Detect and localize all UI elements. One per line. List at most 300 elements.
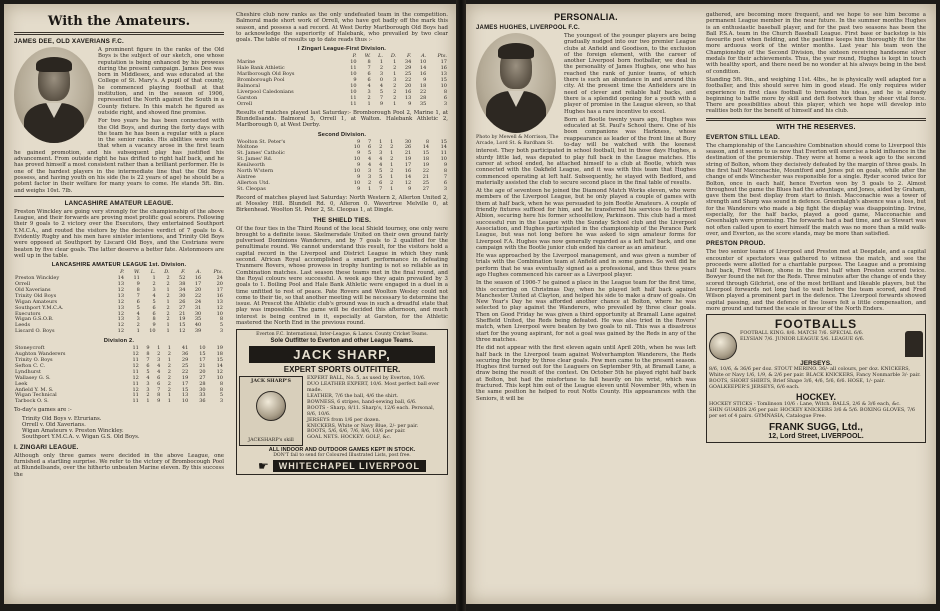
- advert-tagline: EXPERT SPORTS OUTFITTER.: [283, 365, 401, 375]
- table-cell: 1: [166, 322, 170, 329]
- table-cell: Balmoral: [237, 83, 260, 90]
- advert-line: DON'T fail to send for Coloured Illustrated Lists, post free.: [273, 453, 411, 459]
- left-page: [4, 4, 456, 604]
- table-cell: 13: [117, 316, 125, 323]
- table-cell: 1: [152, 275, 156, 282]
- table-cell: 9: [146, 345, 150, 352]
- second-division-table: [236, 140, 448, 193]
- table-cell: 12: [179, 328, 186, 335]
- table-cell: 8: [443, 168, 447, 175]
- profile-paragraph: For two years he has been connected with the Old Boys, and during the forty days with the team he has been a regular with a place in the senior ranks. His abilities were such that when a vacancy arose in the first team he gained promotion, and his subsequent play has justified his advancement. From outside right he has drifted to right half back, and he has proved himself a most consistent rather than a brilliant performer. He is one of the hardest players in the intermediate line that the Old Boys possess, and having youth on his side (he is 22 years of age) he should be a potent factor in their welfare for many years to come. He stands 5ft. 8in. and weighs 10st. 7lb.: [14, 118, 224, 194]
- table-cell: 6: [379, 179, 383, 186]
- table-cell: 2: [393, 88, 397, 95]
- table-cell: Trinity O. Boys: [15, 356, 53, 363]
- table-cell: 10: [440, 83, 447, 90]
- table-cell: 29: [181, 356, 189, 363]
- table-cell: 3: [136, 316, 140, 323]
- table-cell: 1: [368, 185, 372, 192]
- table-cell: Trinity Old Boys: [15, 292, 57, 299]
- advert-item: LEATHER, 7/6 the ball, 4/6 the shirt.: [307, 393, 399, 400]
- table-cell: Allerton Utd.: [237, 179, 271, 186]
- table-cell: 10: [353, 168, 361, 175]
- table-cell: 21: [422, 173, 430, 180]
- table-cell: 10: [350, 59, 357, 66]
- table-cell: 1: [393, 100, 397, 107]
- fixtures-heading: To-day's games are :-: [14, 407, 72, 414]
- advert-item: EXPERT BALL, No. 5, as used by Everton, 10/6.: [307, 375, 426, 382]
- table-cell: 2: [166, 292, 170, 299]
- section-heading: WITH THE RESERVES.: [776, 123, 856, 131]
- logo-text: JACK SHARP'S: [251, 378, 291, 385]
- table-cell: 19: [404, 156, 412, 163]
- table-cell: 4: [368, 156, 372, 163]
- league-table-div2: [14, 346, 224, 405]
- table-cell: 10: [350, 71, 357, 78]
- table-cell: 3: [146, 386, 150, 393]
- table-cell: 4: [136, 310, 140, 317]
- table-cell: 11: [133, 275, 140, 282]
- table-cell: 1: [166, 328, 170, 335]
- table-cell: 16: [419, 71, 427, 78]
- table-cell: 9: [136, 281, 140, 288]
- table-cell: 1: [136, 328, 140, 335]
- table-cell: 7: [157, 386, 161, 393]
- table-cell: 7: [136, 292, 140, 299]
- table-cell: 4: [157, 368, 161, 375]
- table-cell: 1: [167, 398, 171, 405]
- table-cell: 5: [219, 392, 223, 399]
- advert-subtitle: JERSEYS.: [800, 360, 832, 368]
- table-cell: 12: [117, 328, 125, 335]
- section-heading: THE SHIELD TIES.: [312, 216, 372, 224]
- table-cell: 2: [167, 368, 171, 375]
- advert-item: JERSEYS from 1/6 per dozen.: [307, 416, 381, 423]
- table-cell: 9: [356, 162, 361, 169]
- table-cell: Garston: [237, 94, 258, 101]
- table-header-cell: D.: [390, 53, 397, 60]
- table-cell: 34: [179, 286, 186, 293]
- advert-address: 12, Lord Street, LIVERPOOL.: [768, 432, 864, 440]
- page-title: With the Amateurs.: [47, 14, 191, 29]
- profile-paragraph: In the season of 1906-7 he gained a place in the League team for the first time, this occurring on Christmas Day, when he played left half back against Manchester United at Clayton, and helped his side to make a draw of goals. On New Year's Day he was afforded another chance at Bolton, where he was selected to play against the Wanderers, who prevailed by three clear goals. Then on Good Friday he was given a third opportunity at Bramall Lane against Sheffield United, the Reds being defeated. He was also tried in the Rovers' match, when Liverpool were beaten by two goals to nil. This was a disastrous start for the young aspirant, for not a goal was gained by the Reds in any of the three matches.: [476, 280, 696, 343]
- fixture-item: Wigan Amateurs v. Preston Winckley.: [22, 428, 124, 435]
- table-cell: 19: [181, 374, 189, 381]
- table-cell: 14: [404, 173, 412, 180]
- advert-line: ALL INDOOR AND OUTDOOR GAMES KEPT IN STOCK.: [268, 447, 416, 454]
- table-cell: 7: [379, 94, 384, 101]
- table-cell: Wigan Technical: [15, 392, 57, 399]
- table-cell: 11: [440, 150, 447, 157]
- lancs-paragraph: Preston Winckley are going very strongly for the championship of the above League, and their forwards are proving most prolific goal scorers. Following their 9 goals to 2 victory over the Executors, they entertained Southport Y.M.C.A., and routed the visitors by the decisive verdict of 7 goals to 4. Evidently Rugby and his men have sinister intentions, and Trinity Old Boys were opposed at Southport by Liscard Old Boys, and the Cestrians were beaten by five clear goals. The latter deserve a better fate. Alstonmoors are well up in the table.: [14, 208, 224, 259]
- table-cell: 6: [368, 144, 372, 151]
- table-cell: 13: [440, 71, 447, 78]
- table-cell: 7: [443, 173, 447, 180]
- advert-line: Sole Outfitter to Everton and other League Teams.: [270, 338, 414, 345]
- table-cell: 6: [152, 304, 156, 311]
- table-cell: 26: [179, 298, 186, 305]
- table-cell: 19: [422, 162, 430, 169]
- table-cell: 1: [166, 298, 170, 305]
- table-cell: 12: [132, 374, 139, 381]
- page-gutter: [456, 0, 466, 611]
- table-header-cell: W.: [133, 269, 140, 276]
- table-cell: Lyndhurst: [15, 368, 41, 375]
- shield-paragraph: Of the four ties in the Third Round of the local Shield tourney, one only were brought to a definite issue. Skelmersdale United on their own ground fairly pulverised Dominions Wanderers, and by 7 goals to 2 qualified for the penultimate round. We cannot understand this result, for the visitors hold a capital record in the Liverpool and District League in which they rank second. African Royal accomplished a smart performance in defeating Tranmere Rovers, whose prowess in trophy hunting is not so reliable as in Combination matches. Last season these teams met in the final round, and the Royal colours were successful. A week ago they again prevailed by 3 goals to 1. Boiling Pool and Hale Bank Athletic were engaged in a duel in a time unfitted to rest of peace. Pate Rovers and Woolton Wesley could not come to their tie, so that another meeting will be necessary to determine the issue. At Prescot the Athletic club's ground was in such a dreadful state that play was impossible. The game will be decided this afternoon, and much interest is being centred in it, especially at Garston, for the Athletic mastered the North End in the previous round.: [236, 225, 448, 327]
- table-cell: 24: [216, 275, 223, 282]
- table-cell: 2: [152, 281, 156, 288]
- profile-paragraph-cont: gathered, are becoming more frequent, and we hope to see him become a permanent League member in the near future. In the summer months Hughes is an enthusiastic baseball player, and for the past two seasons has been the Ball P.S.A. team in the Church Baseball League. First base or backstop is his favourite post when fielding, and the pastime keeps him thoroughly fit for the more arduous work of the winter months. Last year his team won the Championship of the Second Division, the sixteen receiving handsome silver medals for their achievements. Thus, the year round, Hughes is kept in touch with healthy sport, and there need be no wonder at his always being in the best of condition.: [706, 12, 926, 75]
- table-row: [236, 102, 448, 108]
- table-cell: 20: [199, 368, 206, 375]
- table-cell: 39: [194, 328, 202, 335]
- table-cell: 22: [422, 168, 430, 175]
- table-cell: 25: [181, 362, 189, 369]
- right-column-2: [706, 12, 926, 443]
- table-cell: 3: [443, 185, 447, 192]
- table-cell: 9: [356, 185, 361, 192]
- table-cell: Preston Winckley: [15, 275, 60, 282]
- table-cell: 22: [419, 88, 427, 95]
- table-cell: 6: [152, 310, 156, 317]
- table-cell: 1: [393, 59, 397, 66]
- table-cell: 5: [379, 168, 383, 175]
- table-cell: 24: [194, 298, 202, 305]
- table-cell: 17: [194, 281, 202, 288]
- table-header-cell: W.: [364, 53, 371, 60]
- table-cell: 10: [181, 398, 189, 405]
- sub-heading: PRESTON PROUD.: [706, 240, 766, 248]
- advert-item: FOOTBALL KING. 8/6. MATCH 7/6. SPECIAL 6/6.: [740, 330, 864, 337]
- right-page: [466, 4, 936, 604]
- advert-item: 8/6, 10/6, & 36/6 per doz. STOUT MERINO. 36/- all colours, per doz. KNICKERS, White or Navy 1/6, 1/9, & 2/6 per pair. BLACK KNICKERS, Fancy Nonmarble 3/- pair. BOOTS, SHORT SHIRTS, Brief Shape 3/6, 4/6, 5/6, 6/6. HOSE, 1/- pair. GOALKEEPER'S JERSEYS, 6/6 each.: [709, 366, 921, 390]
- table-cell: 0: [379, 77, 384, 84]
- table-cell: 10: [353, 156, 361, 163]
- table-cell: 38: [179, 281, 186, 288]
- table-cell: 10: [440, 156, 447, 163]
- table-cell: 11: [350, 65, 357, 72]
- table-cell: 1: [390, 150, 394, 157]
- portrait-james-hughes: [476, 33, 556, 133]
- table-cell: 8: [367, 59, 371, 66]
- table-cell: Hale Bank Athletic: [237, 65, 285, 72]
- table-cell: 15: [179, 322, 186, 329]
- table-cell: 1: [393, 71, 397, 78]
- table-cell: 12: [117, 298, 125, 305]
- table-cell: 2: [393, 65, 397, 72]
- table-cell: 10: [353, 179, 361, 186]
- table-cell: Wallasey G. S.: [15, 374, 51, 381]
- table-cell: Liscard O. Boys: [15, 328, 55, 335]
- table-cell: 18: [422, 156, 430, 163]
- table-cell: 34: [404, 59, 412, 66]
- table-cell: 19: [216, 345, 223, 352]
- table-cell: 9: [356, 138, 361, 145]
- table-cell: 5: [379, 173, 383, 180]
- table-cell: 14: [117, 275, 125, 282]
- table-cell: 29: [404, 65, 412, 72]
- profile-paragraph: He was approached by the Liverpool management, and was given a number of trials with the Combination team at Anfield and in some games. So well did he perform that he was eventually signed as a professional, and thus three years ago Hughes commenced his career as a Liverpool player.: [476, 253, 696, 278]
- table-cell: 3: [219, 328, 223, 335]
- table-cell: 9: [353, 77, 357, 84]
- table-cell: 9: [408, 100, 412, 107]
- table-cell: 16: [216, 292, 223, 299]
- table-cell: 33: [199, 392, 206, 399]
- table-cell: 2: [367, 94, 371, 101]
- table-cell: North W'stern: [237, 168, 274, 175]
- table-cell: 25: [422, 179, 430, 186]
- table-cell: 2: [167, 386, 171, 393]
- table-cell: 1: [167, 392, 171, 399]
- table-cell: Aughton Wanderers: [15, 351, 66, 358]
- table-cell: 2: [393, 83, 397, 90]
- table-header-cell: Pts.: [437, 53, 447, 60]
- jersey-icon: [905, 331, 923, 357]
- table-cell: 1: [379, 138, 383, 145]
- table-cell: 4: [379, 156, 383, 163]
- table-cell: Anfield Y. M. S.: [15, 386, 54, 393]
- table-cell: 15: [422, 150, 430, 157]
- fixture-item: Orrell v. Old Xaverians.: [22, 421, 86, 428]
- fixture-item: Trinity Old Boys v. Etrurians.: [22, 415, 102, 422]
- table-cell: St. James' Rd.: [237, 156, 273, 163]
- table-cell: 27: [422, 185, 430, 192]
- page-title: PERSONALIA.: [554, 12, 618, 22]
- table-title: Division 2.: [103, 338, 135, 345]
- table-cell: 27: [179, 304, 186, 311]
- table-cell: 4: [367, 83, 371, 90]
- table-cell: Bromborough Pool: [237, 77, 285, 84]
- profile-paragraph: At the age of seventeen he joined the Diamond Match Works eleven, who were members of the Liverpool League, but he only played a couple of games with them at half back, when he was persuaded to join Bootle Amateurs. A couple of friendly fixtures sufficed for him, and he transferred his services to Hertford Albion, securing here his former schoolfellow, Parkinson. This club had a most successful run in the League with the Sunday School club and the Liverpool Association, and Hughes participated in the championship of the Perance Park League, but was not long before he was asked to sign amateur forms for Liverpool F.A. Hughes was now generally regarded as a left half back, and one campaign with the Bootle junior club ended his career as an amateur.: [476, 188, 696, 251]
- table-cell: 1: [390, 185, 394, 192]
- table-cell: 3: [379, 150, 383, 157]
- table-cell: Orrell: [15, 281, 31, 288]
- table-cell: 8: [146, 351, 150, 358]
- table-cell: Southport Y.M.C.A.: [15, 304, 64, 311]
- photo-caption: Photo by Mewell & Morrison, The Arcade, Lord St. & Bardham St.: [476, 135, 559, 146]
- table-cell: 4: [152, 292, 156, 299]
- football-icon: [709, 332, 737, 360]
- table-cell: 6: [367, 71, 371, 78]
- table-cell: 1: [390, 162, 394, 169]
- table-cell: 15: [199, 351, 206, 358]
- table-cell: Liverpool Caledonians: [237, 88, 294, 95]
- table-cell: 15: [440, 77, 447, 84]
- table-cell: Orrell: [237, 100, 253, 107]
- table-cell: 2: [390, 168, 394, 175]
- table-cell: 11: [132, 380, 139, 387]
- table-header-cell: P.: [120, 269, 125, 276]
- table-header-cell: A.: [421, 53, 427, 60]
- table-cell: 2: [167, 374, 171, 381]
- table-cell: 7: [367, 65, 371, 72]
- table-cell: 9: [356, 173, 361, 180]
- table-cell: 5: [136, 304, 140, 311]
- table-cell: 17: [216, 286, 223, 293]
- table-cell: 5: [152, 298, 156, 305]
- table-cell: 1: [367, 100, 371, 107]
- table-cell: 2: [166, 316, 170, 323]
- table-cell: 20: [194, 286, 202, 293]
- table-cell: Executors: [15, 310, 41, 317]
- section-heading: LANCASHIRE AMATEUR LEAGUE.: [64, 199, 174, 207]
- advert-item: DUO LEATHER EXPERT, 10/6. Most perfect ball ever made.: [307, 381, 440, 394]
- table-cell: 20: [216, 281, 223, 288]
- advert-address: WHITECHAPEL LIVERPOOL: [273, 460, 426, 472]
- table-cell: 2: [136, 322, 140, 329]
- table-cell: 17: [199, 356, 206, 363]
- table-cell: 6: [157, 380, 161, 387]
- table-cell: 36: [199, 398, 206, 405]
- table-cell: Wigan Amateurs: [15, 298, 58, 305]
- advert-item: BOWNESS, 6 stripes, hand-sewing ball, 6/6.: [307, 398, 417, 405]
- table-header-cell: L.: [378, 53, 384, 60]
- table-cell: 2: [390, 179, 394, 186]
- section-heading: I. ZINGARI LEAGUE.: [14, 443, 79, 451]
- portrait-james-dee: [14, 47, 94, 143]
- advert-line: Everton F.C. International, Inter-League, & Lancs. County Cricket Teams.: [256, 332, 428, 338]
- advert-brand: JACK SHARP,: [249, 346, 435, 363]
- advert-item: BOOTS, 5/6, 6/6, 7/6, 8/6, 10/6 per pair.: [307, 428, 406, 435]
- table-cell: Old Xaverians: [15, 286, 51, 293]
- advert-item: KNICKERS, White or Navy Blue, 2/- per pair.: [307, 422, 419, 429]
- table-cell: 14: [419, 65, 427, 72]
- advert-brand: FRANK SUGG, Ltd.,: [769, 421, 863, 433]
- profile-heading: JAMES HUGHES, LIVERPOOL F.C.: [476, 25, 580, 31]
- table-cell: 4: [146, 374, 150, 381]
- zingari-table: [236, 54, 448, 107]
- table-cell: 13: [181, 392, 189, 399]
- table-cell: 2: [390, 156, 394, 163]
- table-cell: 3: [367, 88, 371, 95]
- right-column-1: [476, 12, 696, 404]
- frank-sugg-advert: [706, 314, 926, 442]
- table-cell: 1: [166, 286, 170, 293]
- fixtures-list: [14, 416, 224, 441]
- table-cell: 4: [368, 162, 372, 169]
- table-cell: 4: [379, 83, 384, 90]
- table-cell: 10: [350, 88, 357, 95]
- table-cell: 13: [117, 304, 125, 311]
- table-cell: 21: [179, 310, 186, 317]
- table-header-cell: A.: [196, 269, 202, 276]
- table-cell: 2: [157, 351, 161, 358]
- table-cell: Moltone: [237, 144, 258, 151]
- table-cell: 16: [194, 275, 202, 282]
- profile-paragraph: The youngest of the younger players are being gradually nudged into our two premier League clubs at Anfield and Goodison, to the exclusion of the foreign element, with the career of another Liverpool born footballer, we deal in the personality of James Hughes, one who has reached the rank of junior teams, of which there is such an abundance in and around this city. At the present time the Anfielders are in need of clever and reliable half backs, and there is a splendid opening for a youth with a player of promise in the League eleven, so that Hughes has a rare incentive to excel.: [564, 33, 696, 115]
- table-cell: 12: [216, 304, 223, 311]
- table-cell: 10: [419, 59, 427, 66]
- table-cell: 1: [167, 356, 171, 363]
- table-cell: 6: [367, 77, 371, 84]
- table-cell: 3: [219, 398, 223, 405]
- table-cell: Aintree: [237, 173, 256, 180]
- table-cell: 3: [368, 168, 372, 175]
- table-cell: 10: [350, 83, 357, 90]
- table-cell: Sefton C. C.: [15, 362, 46, 369]
- table-cell: 25: [404, 71, 412, 78]
- table-cell: 3: [157, 356, 161, 363]
- table-cell: 12: [117, 310, 125, 317]
- table-cell: 16: [440, 65, 447, 72]
- table-cell: 6: [157, 374, 161, 381]
- table-cell: 2: [390, 144, 394, 151]
- left-column-2: [236, 12, 448, 475]
- advert-item: SHIN GUARDS 2/6 per pair. HOCKEY KNICKERS 3/6 & 5/6. BOXING GLOVES, 7/6 per set of 4 pairs. GYMNASIA, Catalogue Free.: [709, 406, 916, 419]
- table-header-cell: F.: [181, 269, 186, 276]
- table-cell: 2: [166, 281, 170, 288]
- table-cell: 11: [132, 392, 139, 399]
- table-cell: 35: [194, 316, 202, 323]
- table-cell: 6: [443, 179, 447, 186]
- table-cell: 28: [199, 380, 206, 387]
- table-title: I Zingari League-First Division.: [297, 46, 387, 53]
- table-cell: 9: [152, 322, 156, 329]
- table-cell: 2: [167, 380, 171, 387]
- advert-title: FOOTBALLS: [774, 317, 858, 332]
- table-cell: 16: [404, 168, 412, 175]
- table-cell: 6: [443, 94, 447, 101]
- table-cell: 2: [379, 144, 383, 151]
- table-header-cell: P.: [352, 53, 357, 60]
- table-cell: 1: [390, 173, 394, 180]
- table-cell: 18: [216, 351, 223, 358]
- table-cell: 2: [166, 304, 170, 311]
- table-cell: 6: [136, 298, 140, 305]
- table-cell: 36: [181, 351, 189, 358]
- table-cell: 1: [390, 138, 394, 145]
- profile-paragraph-cont: Standing 5ft. 9in., and weighing 11st. 4lbs., he is physically well adapted for a footballer, and this should serve him in good stead. He only requires wider experience in first class football to broaden his ideas, and he is already beginning to baffle more by skill and deft footwork than by sheer vital force. There are possibilities about this player, which we hope will develop into realities both for the benefit of himself and his club.: [706, 76, 926, 115]
- table-cell: 14: [216, 362, 223, 369]
- table-cell: 11: [132, 398, 139, 405]
- table-cell: 12: [132, 386, 139, 393]
- table-cell: 10: [216, 374, 223, 381]
- advert-price-list: [307, 376, 445, 446]
- table-cell: Marlborough Old Boys: [237, 71, 295, 78]
- table-cell: 12: [132, 362, 139, 369]
- table-cell: 2: [167, 351, 171, 358]
- advert-item: ELYSIAN 7/6. JUNIOR LEAGUE 5/6. LEAGUE 6/6.: [740, 336, 865, 343]
- table-cell: 12: [117, 286, 125, 293]
- table-cell: 5: [368, 150, 372, 157]
- table-cell: 13: [216, 298, 223, 305]
- table-cell: 2: [393, 94, 397, 101]
- table-cell: Marine: [237, 59, 256, 66]
- profile-paragraph: He did not appear with the first eleven again until April 20th, when he was left half back in the Liverpool team against Wolverhampton Wanderers, the Reds securing the trophy by three clear goals. Few men came to the present season. Hughes first turned out for the Leaguers on September 9th, at Bramall Lane, a draw being the result of the contest. On October 5th he played right half back at Bolton, but had the misfortune to fall heavily on his wrist, which was fractured. This kept him out of the League eleven until November 9th, when in the same position he helped to rout Notts County. His appearances with the Seniors, it will be: [476, 345, 696, 402]
- table-cell: 31: [194, 304, 202, 311]
- photo-block: [476, 33, 560, 146]
- table-cell: 3: [393, 77, 397, 84]
- table-cell: 9: [443, 162, 447, 169]
- table-cell: Tarbock O. S.: [15, 398, 49, 405]
- table-row: [236, 187, 448, 193]
- table-cell: 12: [216, 368, 223, 375]
- table-cell: 10: [149, 328, 156, 335]
- table-cell: 4: [379, 162, 383, 169]
- table-cell: 8: [157, 392, 161, 399]
- title-rule: [14, 32, 224, 35]
- left-column-1: [14, 12, 224, 480]
- table-cell: 1: [157, 345, 161, 352]
- zingari-paragraph: Although only three games were decided in the above League, one furnished a startling surprise. We refer to the victory of Brombocough Pool at Blundellsands, over the hitherto unbeaten Marine eleven. By this success the: [14, 452, 224, 478]
- table-cell: 26: [404, 144, 412, 151]
- table-cell: 18: [419, 83, 427, 90]
- table-cell: St. Cleopas: [237, 185, 266, 192]
- table-cell: 4: [157, 362, 161, 369]
- logo-subtext: JACKSHARP's skill: [248, 437, 294, 443]
- table-cell: 11: [132, 345, 139, 352]
- table-cell: 10: [353, 144, 361, 151]
- table-cell: 1: [146, 398, 150, 405]
